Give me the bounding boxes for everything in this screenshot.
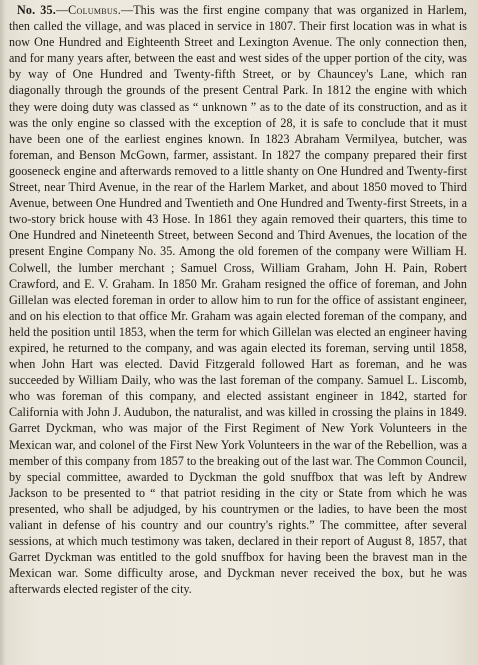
entry-dash: — <box>55 3 69 17</box>
entry-company-name: Columbus. <box>68 3 122 17</box>
engine-company-entry <box>9 2 467 597</box>
entry-body-text: —This was the first engine company that was organized in Harlem, then called the village, and was placed in service in 1807. Their first location was in what is now One Hundred and Eighteenth Street and Lexington Avenue. The only connection then, and for many years after, between the east and west sides of the upper portion of the city, was by way of One Hundred and Twenty-fifth Street, or by Chauncey's Lane, which ran diagonally through the grounds of the present Central Park. In 1812 the engine with which they were doing duty was classed as “ unknown ” as to the date of its construction, and as it was the only engine so classed with the exception of 28, it is safe to conclude that it must have been one of the earliest engines known. In 1823 Abraham Vermilyea, butcher, was foreman, and Benson McGown, farmer, assistant. In 1827 the company prepared their first gooseneck engine and afterwards removed to a little shanty on One Hundred and Twenty-first Street, near Third Avenue, in the rear of the Harlem Market, and about 1850 moved to Third Avenue, between One Hundred and Twentieth and One Hundred and Twenty-first Streets, in a two-story brick house with 43 Hose. In 1861 they again removed their quarters, this time to One Hundred and Nineteenth Street, between Second and Third Avenues, the location of the present Engine Company No. 35. Among the old foremen of the company were William H. Colwell, the lumber merchant ; Samuel Cross, William Graham, John H. Pain, Robert Crawford, and E. V. Graham. In 1850 Mr. Graham resigned the office of foreman, and John Gillelan was elected foreman in order to allow him to run for the office of assistant engineer, and on his election to that office Mr. Graham was again elected foreman of the company, and held the position until 1853, when the term for which Gillelan was elected an engineer having expired, he returned to the company, and was again elected its foreman, serving until 1858, when John Hart was elected. David Fitzgerald followed Hart as foreman, and he was succeeded by William Daily, who was the last foreman of the company. Samuel L. Liscomb, who was foreman of this company, and elected assistant engineer in 1842, started for California with John J. Audubon, the naturalist, and was killed in crossing the plains in 1849. Garret Dyckman, who was major of the First Regiment of New York Volunteers in the Mexican war, and colonel of the First New York Volunteers in the war of the Rebellion, was a member of this company from 1857 to the breaking out of the last war. The Common Council, by special committee, awarded to Dyckman the gold snuffbox that was left by Andrew Jackson to be presented to “ that patriot residing in the city or State from which he was presented, who shall be adjudged, by his countrymen or the ladies, to have been the most valiant in defense of his country and our country's rights.” The committee, after several sessions, at which much testimony was taken, declared in their report of August 8, 1857, that Garret Dyckman was entitled to the gold snuffbox for having been the bravest man in the Mexican war. Some difficulty arose, and Dyckman never received the box, but he was afterwards elected register of the city. <box>9 3 467 597</box>
page-binding-shadow <box>0 0 6 665</box>
entry-number: No. 35. <box>17 3 56 17</box>
